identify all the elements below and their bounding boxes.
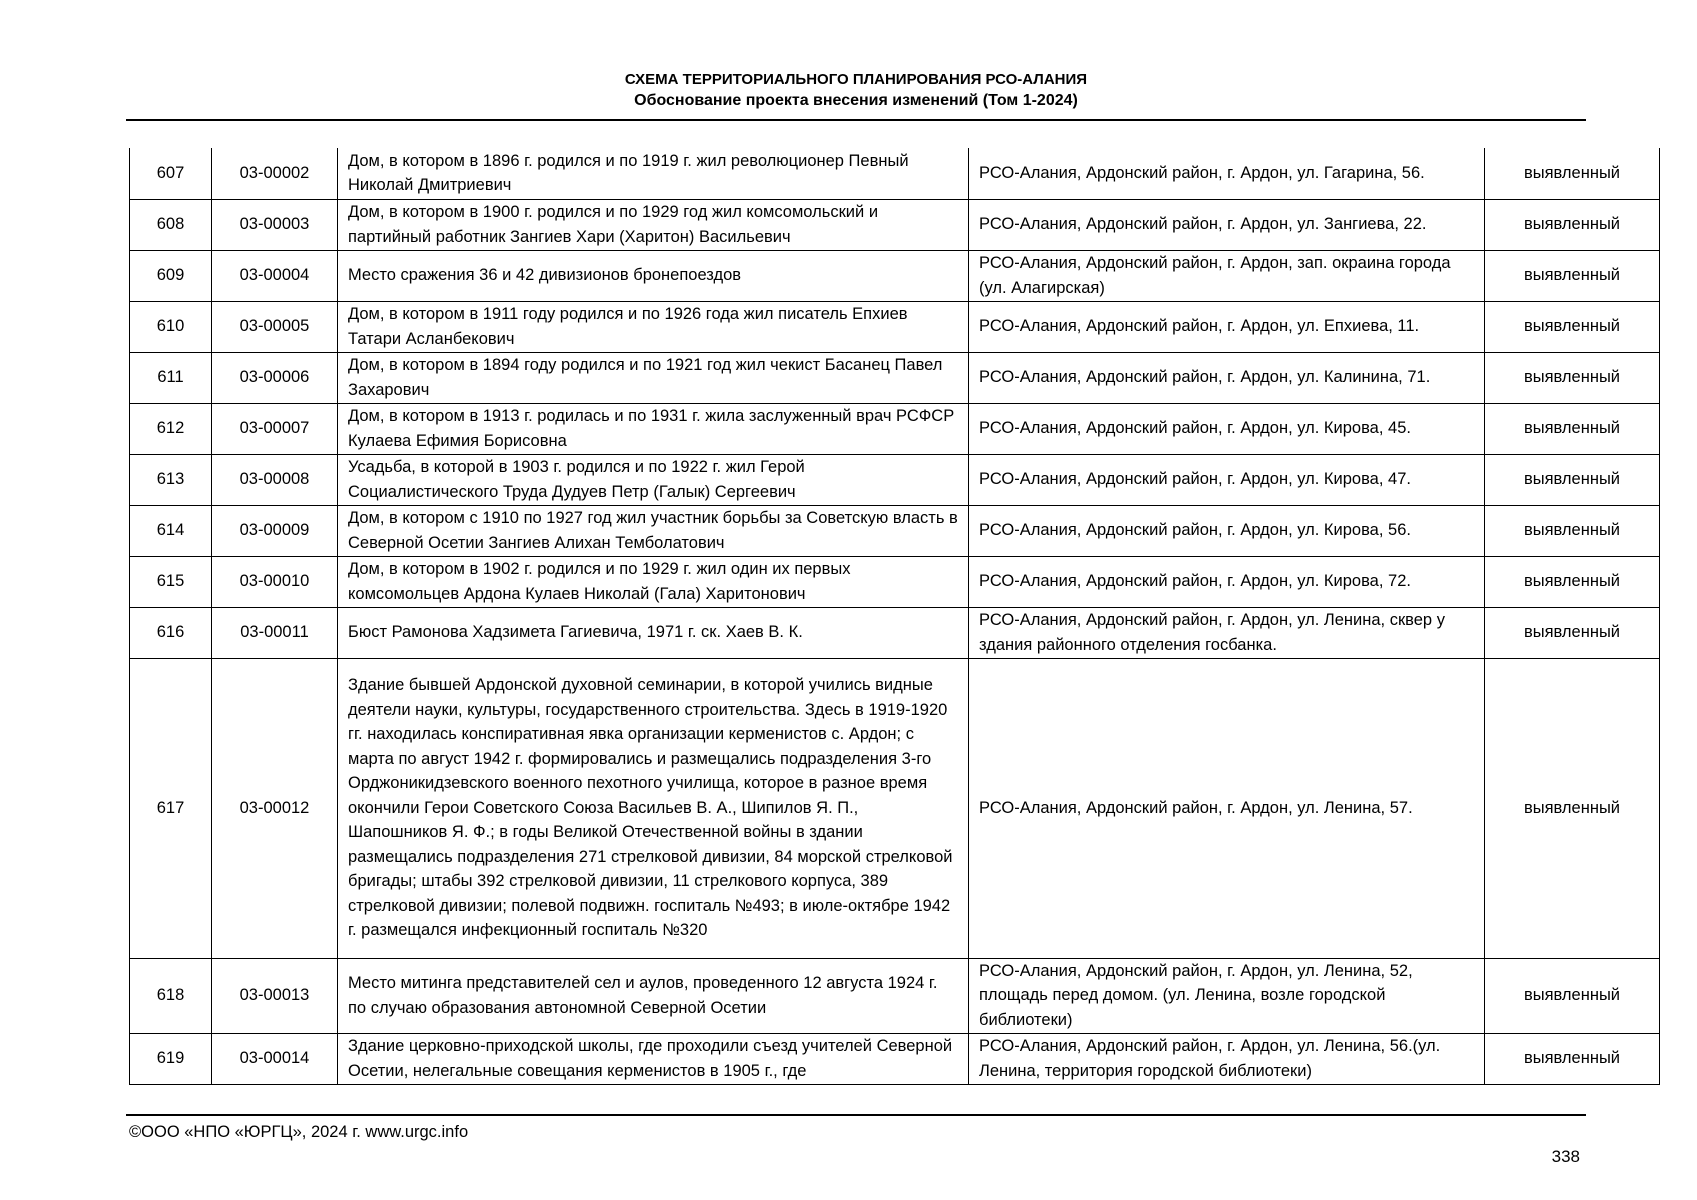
object-name-cell: Здание бывшей Ардонской духовной семинарии, в которой учились видные деятели науки, культуры, государственного строительства. Здесь в 1919-1920 гг. находилась конспиративная явка организации керменистов с. Ардон; с марта по август 1942 г. формировались и размещались подразделения 3-го Орджоникидзевского военного пехотного училища, которое в разное время окончили Герои Советского Союза Васильев В. А., Шипилов Я. П., Шапошников Я. Ф.; в годы Великой Отечественной войны в здании размещались подразделения 271 стрелковой дивизии, 84 морской стрелковой бригады; штабы 392 стрелковой дивизии, 11 стрелкового корпуса, 389 стрелковой дивизии; полевой подвижн. госпиталь №493; в июле-октябре 1942 г. размещался инфекционный госпиталь №320 bbox=[338, 658, 969, 958]
status-cell: выявленный bbox=[1485, 250, 1660, 301]
registry-code-cell: 03-00008 bbox=[212, 454, 338, 505]
address-cell: РСО-Алания, Ардонский район, г. Ардон, ул. Кирова, 45. bbox=[969, 403, 1485, 454]
table-row bbox=[130, 556, 1660, 607]
document-subtitle: Обоснование проекта внесения изменений (Том 1-2024) bbox=[634, 92, 1078, 109]
footer-copyright: ©ООО «НПО «ЮРГЦ», 2024 г. www.urgc.info bbox=[129, 1123, 469, 1141]
registry-code-cell: 03-00014 bbox=[212, 1033, 338, 1084]
object-name-cell: Дом, в котором в 1896 г. родился и по 1919 г. жил революционер Певный Николай Дмитриевич bbox=[338, 148, 969, 199]
status-cell: выявленный bbox=[1485, 556, 1660, 607]
row-number-cell: 615 bbox=[130, 556, 212, 607]
table-row bbox=[130, 958, 1660, 1033]
table-row bbox=[130, 301, 1660, 352]
table-row bbox=[130, 505, 1660, 556]
registry-code-cell: 03-00011 bbox=[212, 607, 338, 658]
address-cell: РСО-Алания, Ардонский район, г. Ардон, ул. Кирова, 72. bbox=[969, 556, 1485, 607]
status-cell: выявленный bbox=[1485, 301, 1660, 352]
registry-code-cell: 03-00009 bbox=[212, 505, 338, 556]
address-cell: РСО-Алания, Ардонский район, г. Ардон, ул. Ленина, 56.(ул. Ленина, территория городской библиотеки) bbox=[969, 1033, 1485, 1084]
row-number-cell: 617 bbox=[130, 658, 212, 958]
address-cell: РСО-Алания, Ардонский район, г. Ардон, ул. Ленина, сквер у здания районного отделения госбанка. bbox=[969, 607, 1485, 658]
status-cell: выявленный bbox=[1485, 199, 1660, 250]
row-number-cell: 613 bbox=[130, 454, 212, 505]
address-cell: РСО-Алания, Ардонский район, г. Ардон, ул. Кирова, 47. bbox=[969, 454, 1485, 505]
row-number-cell: 610 bbox=[130, 301, 212, 352]
status-cell: выявленный bbox=[1485, 148, 1660, 199]
object-name-cell: Бюст Рамонова Хадзимета Гагиевича, 1971 г. ск. Хаев В. К. bbox=[338, 607, 969, 658]
registry-code-cell: 03-00004 bbox=[212, 250, 338, 301]
row-number-cell: 607 bbox=[130, 148, 212, 199]
page-header bbox=[126, 70, 1586, 112]
address-cell: РСО-Алания, Ардонский район, г. Ардон, ул. Зангиева, 22. bbox=[969, 199, 1485, 250]
object-name-cell: Усадьба, в которой в 1903 г. родился и по 1922 г. жил Герой Социалистического Труда Дудуев Петр (Галык) Сергеевич bbox=[338, 454, 969, 505]
table-row bbox=[130, 658, 1660, 958]
status-cell: выявленный bbox=[1485, 658, 1660, 958]
table-row bbox=[130, 352, 1660, 403]
object-name-cell: Дом, в котором в 1900 г. родился и по 1929 год жил комсомольский и партийный работник Зангиев Хари (Харитон) Васильевич bbox=[338, 199, 969, 250]
table-row bbox=[130, 403, 1660, 454]
registry-code-cell: 03-00010 bbox=[212, 556, 338, 607]
address-cell: РСО-Алания, Ардонский район, г. Ардон, ул. Калинина, 71. bbox=[969, 352, 1485, 403]
table-body bbox=[130, 148, 1660, 1084]
object-name-cell: Место сражения 36 и 42 дивизионов бронепоездов bbox=[338, 250, 969, 301]
table-row bbox=[130, 1033, 1660, 1084]
object-name-cell: Дом, в котором в 1913 г. родилась и по 1931 г. жила заслуженный врач РСФСР Кулаева Ефимия Борисовна bbox=[338, 403, 969, 454]
object-name-cell: Дом, в котором в 1894 году родился и по 1921 год жил чекист Басанец Павел Захарович bbox=[338, 352, 969, 403]
object-name-cell: Дом, в котором в 1911 году родился и по 1926 года жил писатель Епхиев Татари Асланбекович bbox=[338, 301, 969, 352]
row-number-cell: 609 bbox=[130, 250, 212, 301]
registry-code-cell: 03-00006 bbox=[212, 352, 338, 403]
address-cell: РСО-Алания, Ардонский район, г. Ардон, ул. Кирова, 56. bbox=[969, 505, 1485, 556]
object-name-cell: Место митинга представителей сел и аулов, проведенного 12 августа 1924 г. по случаю образования автономной Северной Осетии bbox=[338, 958, 969, 1033]
table-row bbox=[130, 148, 1660, 199]
footer-divider bbox=[126, 1114, 1586, 1116]
object-name-cell: Дом, в котором с 1910 по 1927 год жил участник борьбы за Советскую власть в Северной Осетии Зангиев Алихан Темболатович bbox=[338, 505, 969, 556]
row-number-cell: 608 bbox=[130, 199, 212, 250]
row-number-cell: 619 bbox=[130, 1033, 212, 1084]
status-cell: выявленный bbox=[1485, 607, 1660, 658]
registry-code-cell: 03-00012 bbox=[212, 658, 338, 958]
heritage-registry-table bbox=[129, 148, 1660, 1085]
address-cell: РСО-Алания, Ардонский район, г. Ардон, ул. Епхиева, 11. bbox=[969, 301, 1485, 352]
header-divider bbox=[126, 119, 1586, 121]
status-cell: выявленный bbox=[1485, 505, 1660, 556]
status-cell: выявленный bbox=[1485, 1033, 1660, 1084]
row-number-cell: 618 bbox=[130, 958, 212, 1033]
registry-code-cell: 03-00005 bbox=[212, 301, 338, 352]
row-number-cell: 614 bbox=[130, 505, 212, 556]
address-cell: РСО-Алания, Ардонский район, г. Ардон, ул. Ленина, 52, площадь перед домом. (ул. Ленина, возле городской библиотеки) bbox=[969, 958, 1485, 1033]
registry-code-cell: 03-00013 bbox=[212, 958, 338, 1033]
document-title: СХЕМА ТЕРРИТОРИАЛЬНОГО ПЛАНИРОВАНИЯ РСО-АЛАНИЯ bbox=[624, 71, 1088, 88]
status-cell: выявленный bbox=[1485, 454, 1660, 505]
row-number-cell: 611 bbox=[130, 352, 212, 403]
table-row bbox=[130, 250, 1660, 301]
address-cell: РСО-Алания, Ардонский район, г. Ардон, ул. Ленина, 57. bbox=[969, 658, 1485, 958]
object-name-cell: Дом, в котором в 1902 г. родился и по 1929 г. жил один их первых комсомольцев Ардона Кулаев Николай (Гала) Харитонович bbox=[338, 556, 969, 607]
table-row bbox=[130, 607, 1660, 658]
page-number: 338 bbox=[1551, 1147, 1580, 1166]
table-row bbox=[130, 199, 1660, 250]
status-cell: выявленный bbox=[1485, 403, 1660, 454]
registry-code-cell: 03-00003 bbox=[212, 199, 338, 250]
row-number-cell: 616 bbox=[130, 607, 212, 658]
row-number-cell: 612 bbox=[130, 403, 212, 454]
object-name-cell: Здание церковно-приходской школы, где проходили съезд учителей Северной Осетии, нелегальные совещания керменистов в 1905 г., где bbox=[338, 1033, 969, 1084]
registry-code-cell: 03-00007 bbox=[212, 403, 338, 454]
table-row bbox=[130, 454, 1660, 505]
status-cell: выявленный bbox=[1485, 958, 1660, 1033]
address-cell: РСО-Алания, Ардонский район, г. Ардон, ул. Гагарина, 56. bbox=[969, 148, 1485, 199]
address-cell: РСО-Алания, Ардонский район, г. Ардон, зап. окраина города (ул. Алагирская) bbox=[969, 250, 1485, 301]
registry-code-cell: 03-00002 bbox=[212, 148, 338, 199]
status-cell: выявленный bbox=[1485, 352, 1660, 403]
